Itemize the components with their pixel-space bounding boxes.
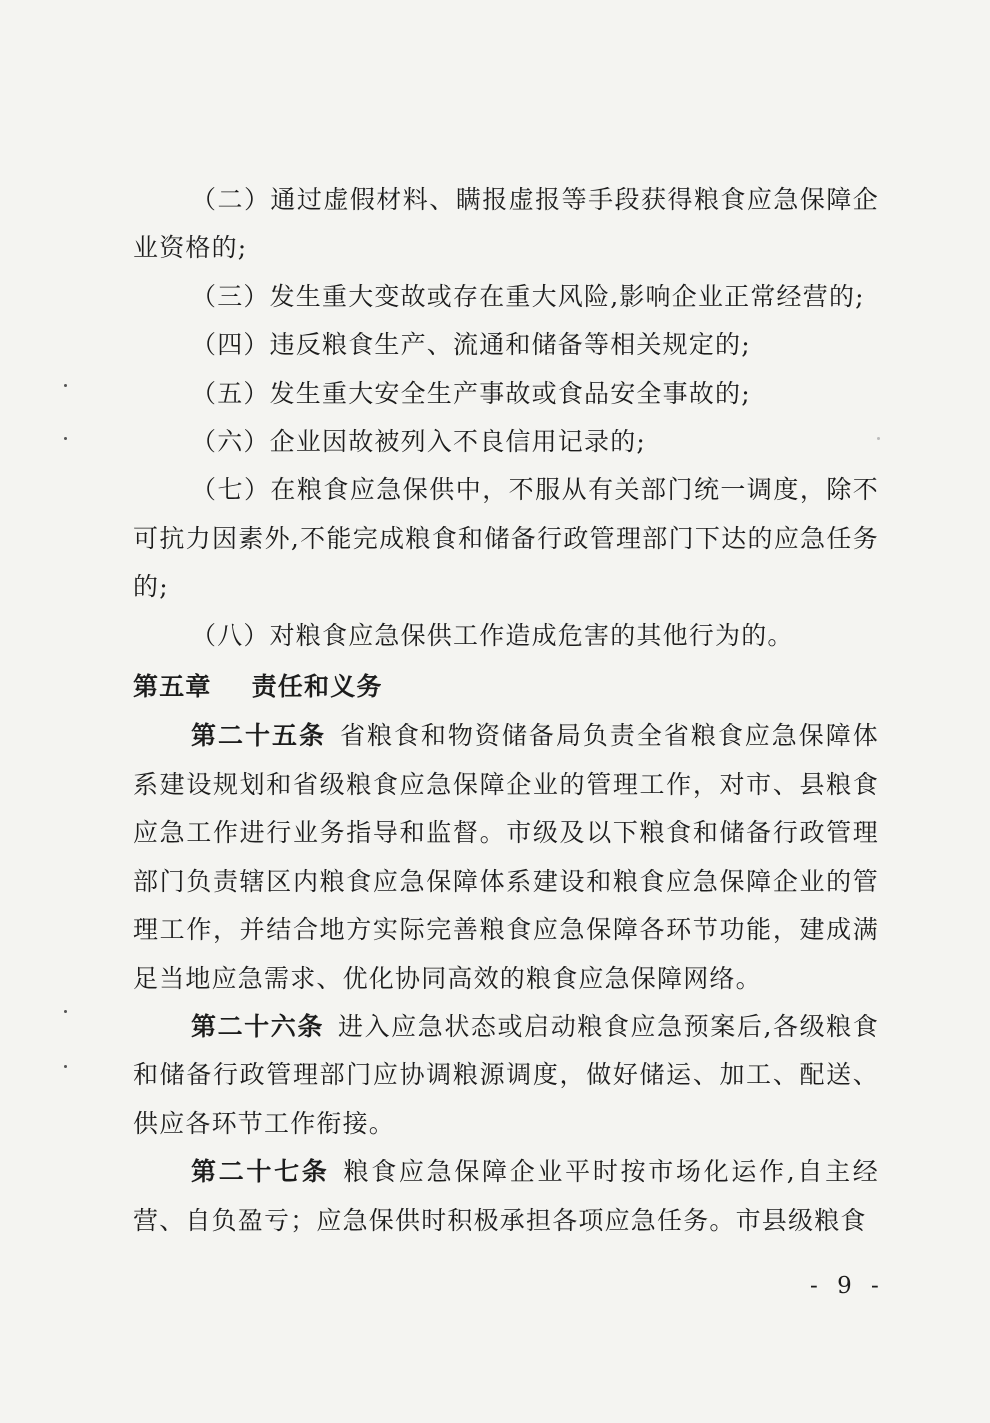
page-number: - 9 - (810, 1273, 885, 1299)
list-item (133, 176, 879, 273)
article-text: 粮食应急保障企业平时按市场化运作,自主经营、自负盈亏；应急保供时积极承担各项应急任务。市县级粮食 (133, 1157, 879, 1235)
item-text: 通过虚假材料、瞒报虚报等手段获得粮食应急保障企业资格的; (133, 185, 879, 263)
scan-speck (64, 384, 67, 387)
article-paragraph (133, 712, 879, 1002)
item-text: 对粮食应急保供工作造成危害的其他行为的。 (269, 620, 794, 650)
scan-speck (64, 1010, 67, 1013)
item-text: 企业因故被列入不良信用记录的; (269, 427, 647, 457)
list-item (133, 321, 879, 369)
article-paragraph (133, 1003, 879, 1148)
item-text: 发生重大安全生产事故或食品安全事故的; (269, 378, 751, 408)
chapter-number: 第五章 (133, 672, 212, 702)
item-text: 发生重大变故或存在重大风险,影响企业正常经营的; (269, 281, 865, 311)
item-text: 在粮食应急保供中，不服从有关部门统一调度，除不可抗力因素外,不能完成粮食和储备行政管理部门下达的应急任务的; (133, 475, 879, 602)
item-label: （三） (191, 281, 270, 311)
item-label: （五） (191, 378, 270, 408)
list-item (133, 418, 879, 466)
article-paragraph (133, 1148, 879, 1245)
item-label: （八） (191, 620, 270, 650)
item-text: 违反粮食生产、流通和储备等相关规定的; (269, 330, 751, 360)
list-item (133, 612, 879, 660)
list-item (133, 466, 879, 611)
item-label: （四） (191, 330, 270, 360)
article-label: 第二十五条 (191, 721, 326, 751)
list-item (133, 370, 879, 418)
article-label: 第二十六条 (191, 1011, 324, 1041)
document-body (133, 176, 879, 1245)
scan-speck (64, 437, 67, 440)
article-text: 省粮食和物资储备局负责全省粮食应急保障体系建设规划和省级粮食应急保障企业的管理工作，对市、县粮食应急工作进行业务指导和监督。市级及以下粮食和储备行政管理部门负责辖区内粮食应急保障体系建设和粮食应急保障企业的管理工作，并结合地方实际完善粮食应急保障各环节功能，建成满足当地应急需求、优化协同高效的粮食应急保障网络。 (133, 721, 879, 993)
item-label: （二） (191, 185, 271, 214)
chapter-title: 责任和义务 (251, 672, 383, 702)
article-label: 第二十七条 (191, 1157, 330, 1187)
scan-speck (64, 1065, 67, 1068)
article-text: 进入应急状态或启动粮食应急预案后,各级粮食和储备行政管理部门应协调粮源调度，做好储运、加工、配送、供应各环节工作衔接。 (133, 1011, 879, 1138)
chapter-heading (133, 663, 879, 711)
item-label: （六） (191, 427, 270, 457)
list-item (133, 273, 879, 321)
item-label: （七） (191, 475, 271, 505)
